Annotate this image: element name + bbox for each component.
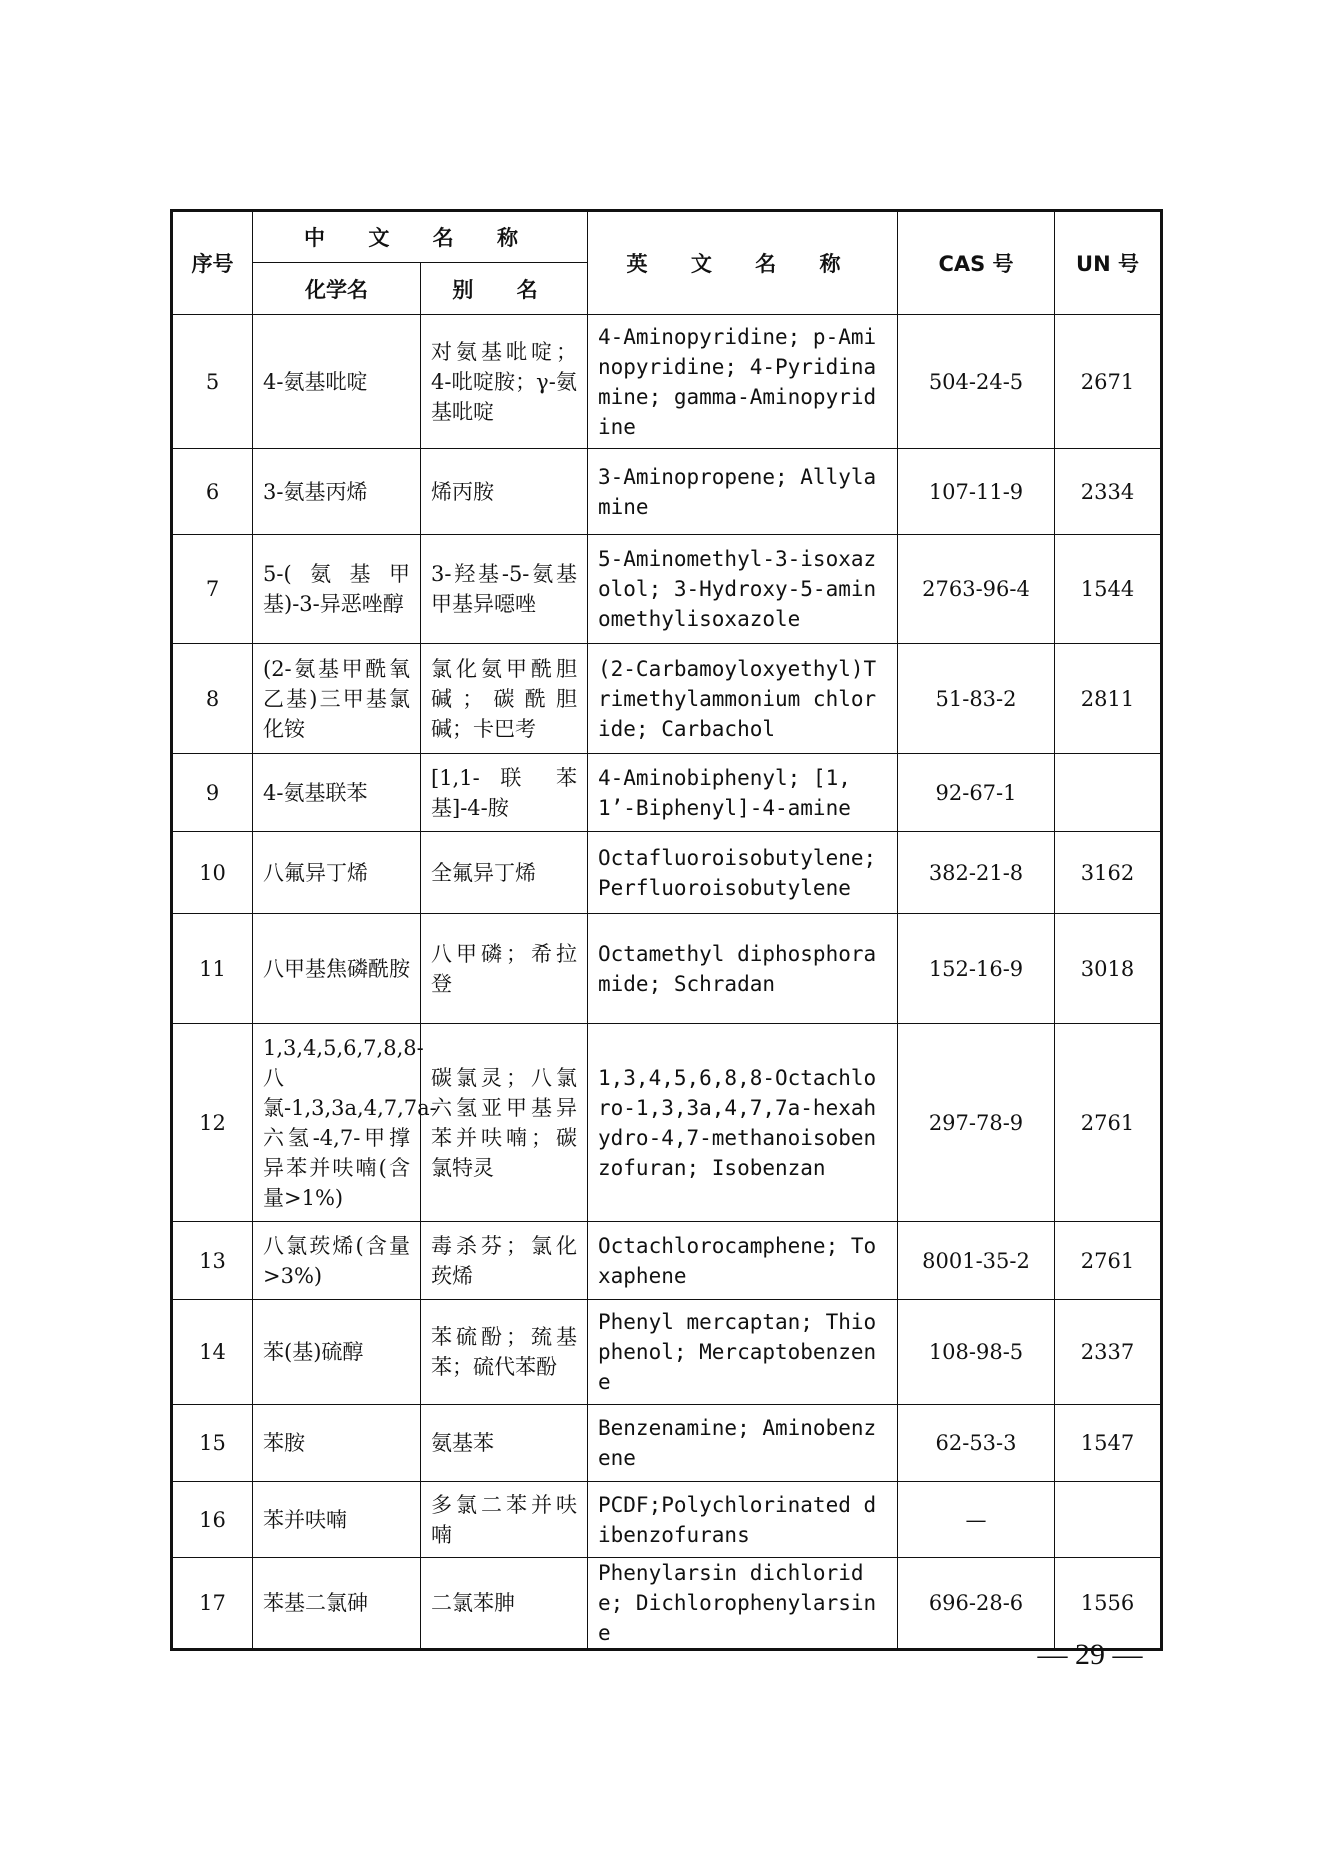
cell-un: 1544	[1055, 535, 1162, 644]
page-number: — 29 —	[1037, 1638, 1143, 1671]
cell-un: 3162	[1055, 832, 1162, 914]
cell-un: 2671	[1055, 315, 1162, 449]
table-row	[172, 535, 1162, 644]
cell-english-name: Benzenamine; Aminobenzene	[588, 1405, 898, 1482]
cell-cas: 107-11-9	[898, 449, 1055, 535]
table-row	[172, 914, 1162, 1024]
cell-chem-name: 八氯莰烯(含量>3%)	[253, 1222, 421, 1300]
header-cas: CAS 号	[898, 211, 1055, 315]
cell-english-name: Octafluoroisobutylene; Perfluoroisobutylene	[588, 832, 898, 914]
cell-alias: 氯化氨甲酰胆碱；碳酰胆碱；卡巴考	[421, 644, 588, 754]
cell-chem-name: 八氟异丁烯	[253, 832, 421, 914]
cell-un: 2337	[1055, 1300, 1162, 1405]
cell-un	[1055, 754, 1162, 832]
cell-no: 9	[172, 754, 253, 832]
table-row	[172, 832, 1162, 914]
cell-chem-name: 4-氨基联苯	[253, 754, 421, 832]
table-header	[172, 211, 1162, 315]
table-row	[172, 644, 1162, 754]
cell-no: 14	[172, 1300, 253, 1405]
cell-cas: —	[898, 1482, 1055, 1558]
cell-chem-name: 1,3,4,5,6,7,8,8- 八 氯-1,3,3a,4,7,7a-六氢-4,7-甲撑异苯并呋喃(含量>1%)	[253, 1024, 421, 1222]
cell-un: 2761	[1055, 1024, 1162, 1222]
cell-chem-name: 苯基二氯砷	[253, 1558, 421, 1650]
cell-english-name: 4-Aminopyridine; p-Aminopyridine; 4-Pyridinamine; gamma-Aminopyridine	[588, 315, 898, 449]
header-alias: 别 名	[421, 263, 588, 315]
cell-english-name: 3-Aminopropene; Allylamine	[588, 449, 898, 535]
cell-english-name: 5-Aminomethyl-3-isoxazolol; 3-Hydroxy-5-aminomethylisoxazole	[588, 535, 898, 644]
header-chinese-name: 中 文 名 称	[253, 211, 588, 263]
cell-un: 3018	[1055, 914, 1162, 1024]
cell-chem-name: 苯胺	[253, 1405, 421, 1482]
cell-chem-name: 八甲基焦磷酰胺	[253, 914, 421, 1024]
cell-english-name: Phenylarsin dichloride; Dichlorophenylarsine	[588, 1558, 898, 1650]
cell-cas: 92-67-1	[898, 754, 1055, 832]
cell-cas: 382-21-8	[898, 832, 1055, 914]
cell-no: 17	[172, 1558, 253, 1650]
cell-alias: 全氟异丁烯	[421, 832, 588, 914]
cell-chem-name: 苯并呋喃	[253, 1482, 421, 1558]
cell-no: 10	[172, 832, 253, 914]
cell-english-name: Phenyl mercaptan; Thiophenol; Mercaptobenzene	[588, 1300, 898, 1405]
table-body	[172, 315, 1162, 1650]
table-row	[172, 1482, 1162, 1558]
table-row	[172, 1222, 1162, 1300]
cell-cas: 696-28-6	[898, 1558, 1055, 1650]
cell-chem-name: 3-氨基丙烯	[253, 449, 421, 535]
cell-alias: 对氨基吡啶；4-吡啶胺；γ-氨基吡啶	[421, 315, 588, 449]
cell-un: 1547	[1055, 1405, 1162, 1482]
cell-chem-name: 5-(氨基甲基)-3-异恶唑醇	[253, 535, 421, 644]
cell-alias: 毒杀芬；氯化莰烯	[421, 1222, 588, 1300]
table-row	[172, 1558, 1162, 1650]
cell-no: 15	[172, 1405, 253, 1482]
cell-no: 7	[172, 535, 253, 644]
cell-chem-name: (2-氨基甲酰氧乙基)三甲基氯化铵	[253, 644, 421, 754]
cell-alias: 氨基苯	[421, 1405, 588, 1482]
cell-cas: 8001-35-2	[898, 1222, 1055, 1300]
cell-alias: 二氯苯胂	[421, 1558, 588, 1650]
cell-un: 2761	[1055, 1222, 1162, 1300]
cell-no: 5	[172, 315, 253, 449]
cell-no: 8	[172, 644, 253, 754]
cell-alias: [1,1- 联 苯基]-4-胺	[421, 754, 588, 832]
cell-cas: 504-24-5	[898, 315, 1055, 449]
table-row	[172, 1405, 1162, 1482]
header-un: UN 号	[1055, 211, 1162, 315]
table-row	[172, 449, 1162, 535]
cell-cas: 152-16-9	[898, 914, 1055, 1024]
table-row	[172, 315, 1162, 449]
cell-alias: 八甲磷；希拉登	[421, 914, 588, 1024]
cell-no: 13	[172, 1222, 253, 1300]
cell-no: 12	[172, 1024, 253, 1222]
cell-no: 16	[172, 1482, 253, 1558]
cell-alias: 碳氯灵；八氯六氢亚甲基异苯并呋喃；碳氯特灵	[421, 1024, 588, 1222]
table-row	[172, 754, 1162, 832]
cell-cas: 51-83-2	[898, 644, 1055, 754]
cell-cas: 297-78-9	[898, 1024, 1055, 1222]
cell-un: 1556	[1055, 1558, 1162, 1650]
cell-un	[1055, 1482, 1162, 1558]
cell-un: 2334	[1055, 449, 1162, 535]
cell-english-name: Octamethyl diphosphoramide; Schradan	[588, 914, 898, 1024]
cell-english-name: Octachlorocamphene; Toxaphene	[588, 1222, 898, 1300]
table-row	[172, 1300, 1162, 1405]
cell-alias: 3-羟基-5-氨基甲基异噁唑	[421, 535, 588, 644]
cell-no: 6	[172, 449, 253, 535]
cell-alias: 苯硫酚；巯基苯；硫代苯酚	[421, 1300, 588, 1405]
cell-english-name: PCDF;Polychlorinated dibenzofurans	[588, 1482, 898, 1558]
chemical-table	[170, 209, 1163, 1651]
header-english-name: 英 文 名 称	[588, 211, 898, 315]
cell-chem-name: 苯(基)硫醇	[253, 1300, 421, 1405]
cell-english-name: 1,3,4,5,6,8,8-Octachloro-1,3,3a,4,7,7a-hexahydro-4,7-methanoisobenzofuran; Isobenzan	[588, 1024, 898, 1222]
cell-chem-name: 4-氨基吡啶	[253, 315, 421, 449]
cell-no: 11	[172, 914, 253, 1024]
table-row	[172, 1024, 1162, 1222]
cell-english-name: (2-Carbamoyloxyethyl)Trimethylammonium chloride; Carbachol	[588, 644, 898, 754]
cell-un: 2811	[1055, 644, 1162, 754]
cell-alias: 多氯二苯并呋喃	[421, 1482, 588, 1558]
cell-alias: 烯丙胺	[421, 449, 588, 535]
cell-cas: 108-98-5	[898, 1300, 1055, 1405]
cell-cas: 2763-96-4	[898, 535, 1055, 644]
cell-cas: 62-53-3	[898, 1405, 1055, 1482]
cell-english-name: 4-Aminobiphenyl; [1,1’-Biphenyl]-4-amine	[588, 754, 898, 832]
header-chem-name: 化学名	[253, 263, 421, 315]
header-seq: 序号	[172, 211, 253, 315]
